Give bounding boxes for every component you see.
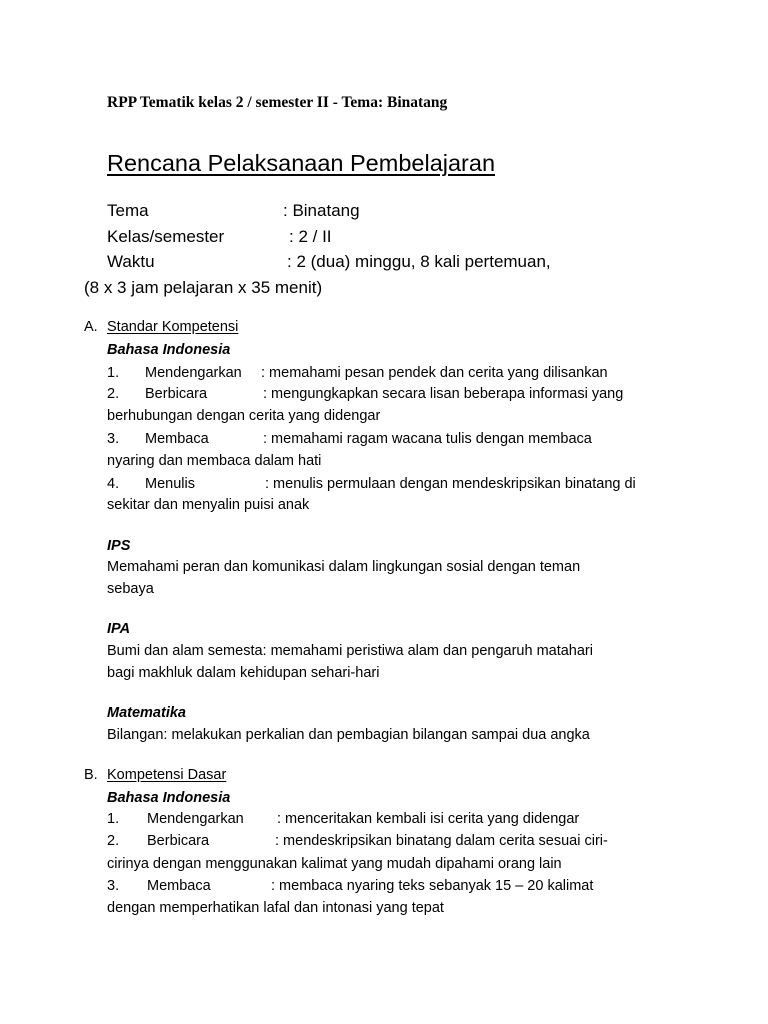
- sk-item-3-skill: Membaca: [145, 431, 209, 447]
- matematika-line-1: Bilangan: melakukan perkalian dan pembagian bilangan sampai dua angka: [107, 727, 590, 743]
- matematika-title: Matematika: [107, 705, 186, 721]
- info-label-tema: Tema: [107, 201, 149, 220]
- section-a-letter: A.: [84, 319, 98, 335]
- ips-title: IPS: [107, 538, 131, 554]
- section-b-bahasa-title: Bahasa Indonesia: [107, 790, 231, 806]
- page-title: Rencana Pelaksanaan Pembelajaran: [107, 150, 496, 176]
- sk-item-1-num: 1.: [107, 365, 120, 381]
- info-value-kelas: : 2 / II: [289, 227, 332, 246]
- section-b-heading: Kompetensi Dasar: [107, 767, 227, 783]
- info-label-kelas: Kelas/semester: [107, 227, 225, 246]
- info-extra-duration: (8 x 3 jam pelajaran x 35 menit): [84, 278, 323, 297]
- sk-item-3-desc: : memahami ragam wacana tulis dengan membaca: [263, 431, 592, 447]
- ips-line-2: sebaya: [107, 581, 154, 597]
- kd-item-3-desc: : membaca nyaring teks sebanyak 15 – 20 kalimat: [271, 878, 594, 894]
- sk-item-4-desc: : menulis permulaan dengan mendeskripsikan binatang di: [265, 476, 636, 492]
- sk-item-4-num: 4.: [107, 476, 120, 492]
- info-label-waktu: Waktu: [107, 252, 155, 271]
- ipa-line-1: Bumi dan alam semesta: memahami peristiwa alam dan pengaruh matahari: [107, 643, 593, 659]
- kd-item-1-num: 1.: [107, 811, 120, 827]
- sk-item-2-num: 2.: [107, 386, 120, 402]
- info-value-waktu: : 2 (dua) minggu, 8 kali pertemuan,: [287, 252, 551, 271]
- sk-item-4-cont: sekitar dan menyalin puisi anak: [107, 497, 310, 513]
- sk-item-3-cont: nyaring dan membaca dalam hati: [107, 453, 322, 469]
- kd-item-2-skill: Berbicara: [147, 833, 210, 849]
- kd-item-1-desc: : menceritakan kembali isi cerita yang didengar: [277, 811, 580, 827]
- kd-item-3-num: 3.: [107, 878, 120, 894]
- section-a-heading: Standar Kompetensi: [107, 319, 239, 335]
- kd-item-2-cont: cirinya dengan menggunakan kalimat yang mudah dipahami orang lain: [107, 856, 562, 872]
- info-value-tema: : Binatang: [283, 201, 360, 220]
- kd-item-3-skill: Membaca: [147, 878, 211, 894]
- sk-item-2-desc: : mengungkapkan secara lisan beberapa informasi yang: [263, 386, 624, 402]
- sk-item-1-desc: : memahami pesan pendek dan cerita yang dilisankan: [261, 365, 608, 381]
- kd-item-3-cont: dengan memperhatikan lafal dan intonasi yang tepat: [107, 900, 444, 916]
- sk-item-4-skill: Menulis: [145, 476, 195, 492]
- kd-item-2-num: 2.: [107, 833, 120, 849]
- section-a-bahasa-title: Bahasa Indonesia: [107, 342, 231, 358]
- sk-item-1-skill: Mendengarkan: [145, 365, 242, 381]
- sk-item-2-cont: berhubungan dengan cerita yang didengar: [107, 408, 381, 424]
- ipa-title: IPA: [107, 621, 131, 637]
- kd-item-2-desc: : mendeskripsikan binatang dalam cerita sesuai ciri-: [275, 833, 608, 849]
- sk-item-3-num: 3.: [107, 431, 120, 447]
- section-b-letter: B.: [84, 767, 98, 783]
- ipa-line-2: bagi makhluk dalam kehidupan sehari-hari: [107, 665, 380, 681]
- ips-line-1: Memahami peran dan komunikasi dalam lingkungan sosial dengan teman: [107, 559, 581, 575]
- kd-item-1-skill: Mendengarkan: [147, 811, 244, 827]
- sk-item-2-skill: Berbicara: [145, 386, 208, 402]
- document-header: RPP Tematik kelas 2 / semester II - Tema: Binatang: [107, 94, 448, 111]
